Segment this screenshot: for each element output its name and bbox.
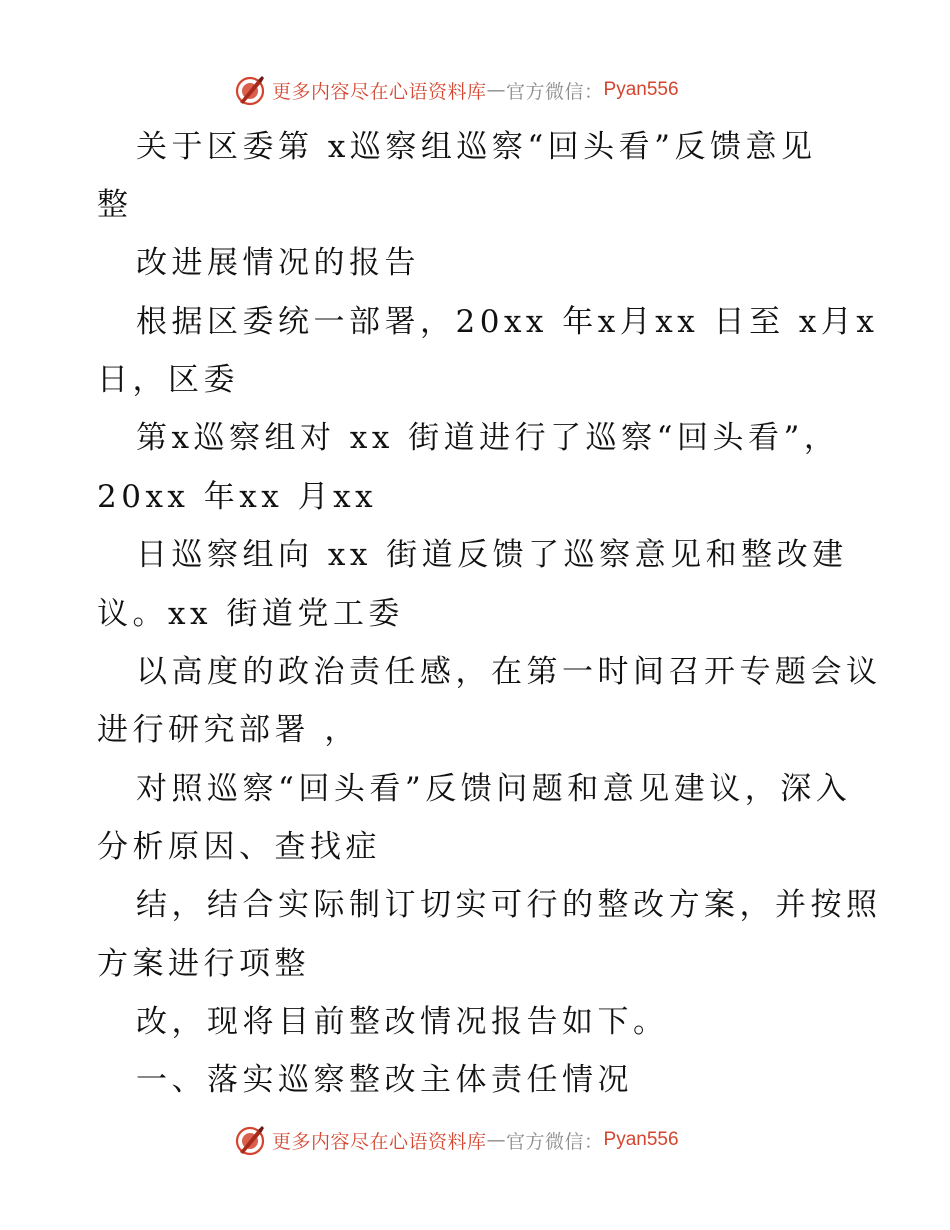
watermark-separator: — — [486, 1129, 507, 1151]
paragraph-line: 方案进行项整 — [97, 946, 310, 982]
section-heading: 一、落实巡察整改主体责任情况 — [136, 1062, 633, 1098]
paragraph-line: 进行研究部署 ， — [97, 712, 360, 748]
paragraph-line: 分析原因、查找症 — [97, 829, 381, 865]
document-title-line-1: 关于区委第 x巡察组巡察“回头看”反馈意见 — [136, 129, 817, 165]
document-title-line-3: 改进展情况的报告 — [136, 245, 420, 281]
header-watermark — [234, 72, 679, 108]
paragraph-line: 以高度的政治责任感，在第一时间召开专题会议 — [136, 654, 882, 690]
watermark-brand: 更多内容尽在心语资料库 — [272, 1130, 487, 1153]
watermark-separator: — — [486, 79, 507, 101]
paragraph-line: 日巡察组向 xx 街道反馈了巡察意见和整改建 — [136, 537, 848, 573]
paragraph-line: 日，区委 — [97, 362, 239, 398]
footer-watermark — [234, 1122, 679, 1158]
paragraph-line: 对照巡察“回头看”反馈问题和意见建议，深入 — [136, 771, 852, 807]
watermark-wechat-id: Pyan556 — [603, 79, 679, 100]
paragraph-line: 议。xx 街道党工委 — [97, 596, 404, 632]
paragraph-line: 第x巡察组对 xx 街道进行了巡察“回头看”， — [136, 420, 840, 456]
watermark-label: 官方微信： — [506, 1130, 604, 1153]
brush-logo-icon — [234, 74, 266, 106]
watermark-label: 官方微信： — [506, 80, 604, 103]
brush-logo-icon — [234, 1124, 266, 1156]
paragraph-line: 结，结合实际制订切实可行的整改方案，并按照 — [136, 887, 882, 923]
paragraph-line: 改，现将目前整改情况报告如下。 — [136, 1004, 669, 1040]
paragraph-line: 根据区委统一部署，20xx 年x月xx 日至 x月x — [136, 304, 879, 340]
watermark-wechat-id: Pyan556 — [603, 1129, 679, 1150]
watermark-brand: 更多内容尽在心语资料库 — [272, 80, 487, 103]
paragraph-line: 20xx 年xx 月xx — [97, 479, 378, 515]
document-title-line-2: 整 — [97, 187, 133, 223]
